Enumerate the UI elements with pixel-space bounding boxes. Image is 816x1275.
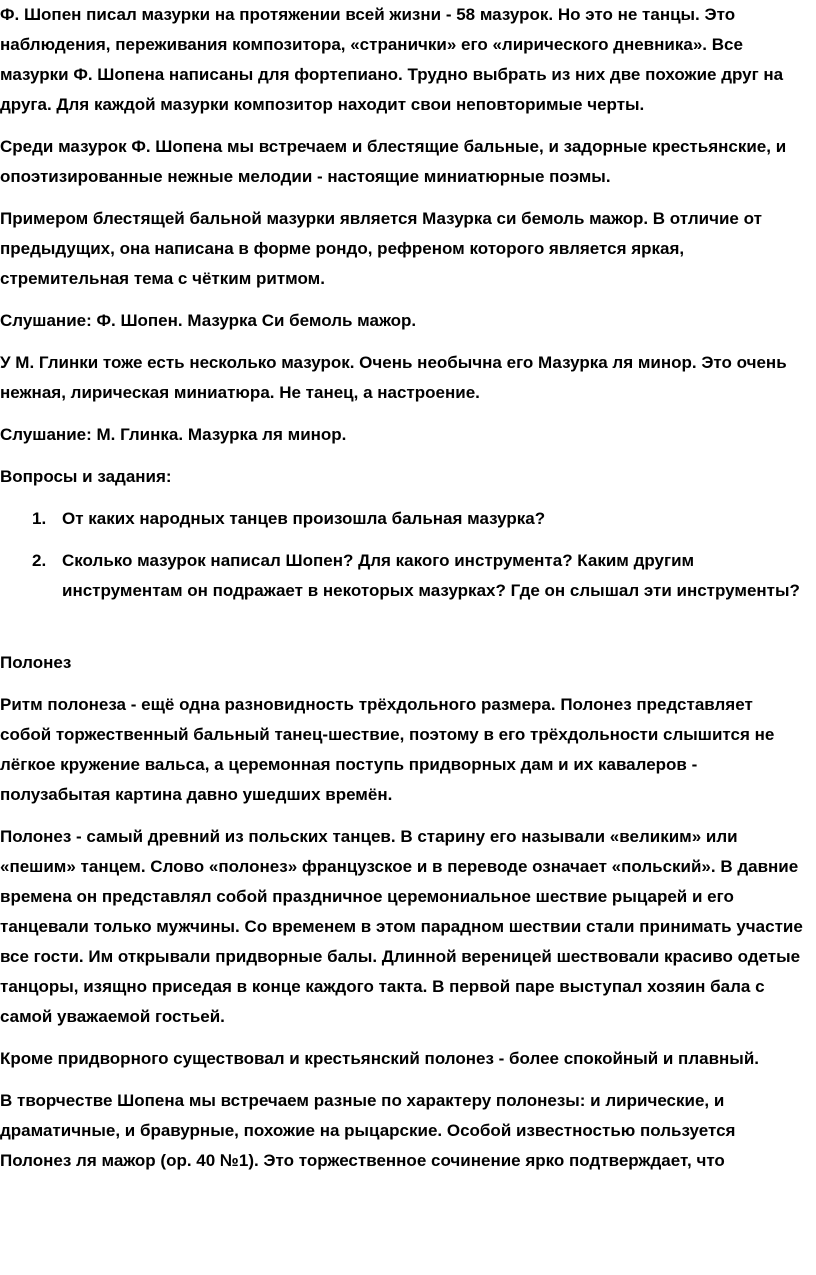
paragraph-glinka-mazurka: У М. Глинки тоже есть несколько мазурок. Очень необычна его Мазурка ля минор. Это очень нежная, лирическая миниатюра. Не танец, а настроение. [0, 353, 787, 402]
section-title-polonaise: Полонез [0, 653, 72, 672]
list-item-text: От каких народных танцев произошла бальная мазурка? [62, 509, 546, 528]
list-item-text: Сколько мазурок написал Шопен? Для какого инструмента? Каким другим инструментам он подражает в некоторых мазурках? Где он слышал эти инструменты? [62, 551, 800, 600]
questions-heading: Вопросы и задания: [0, 467, 172, 486]
questions-list [0, 504, 808, 606]
list-item [0, 504, 808, 534]
paragraph-chopin-polonaises: В творчестве Шопена мы встречаем разные по характеру полонезы: и лирические, и драматичные, и бравурные, похожие на рыцарские. Особой известностью пользуется Полонез ля мажор (ор. 40 №1). Это торжественное сочинение ярко подтверждает, что [0, 1091, 736, 1170]
paragraph-peasant-polonaise: Кроме придворного существовал и крестьянский полонез - более спокойный и плавный. [0, 1049, 759, 1068]
paragraph-polonaise-rhythm: Ритм полонеза - ещё одна разновидность трёхдольного размера. Полонез представляет собой торжественный бальный танец-шествие, поэтому в его трёхдольности слышится не лёгкое кружение вальса, а церемонная поступь придворных дам и их кавалеров - полузабытая картина давно ушедших времён. [0, 695, 775, 804]
spacer [0, 618, 808, 648]
list-item-number: 2. [32, 551, 47, 570]
paragraph-polonaise-history: Полонез - самый древний из польских танцев. В старину его называли «великим» или «пешим» танцем. Слово «полонез» французское и в переводе означает «польский». В давние времена он представлял собой праздничное церемониальное шествие рыцарей и его танцевали только мужчины. Со временем в этом парадном шествии стали принимать участие все гости. Им открывали придворные балы. Длинной вереницей шествовали красиво одетые танцоры, изящно приседая в конце каждого такта. В первой паре выступал хозяин бала с самой уважаемой гостьей. [0, 827, 803, 1026]
list-item-number: 1. [32, 509, 47, 528]
paragraph-chopin-mazurkas: Ф. Шопен писал мазурки на протяжении всей жизни - 58 мазурок. Но это не танцы. Это наблюдения, переживания композитора, «странички» его «лирического дневника». Все мазурки Ф. Шопена написаны для фортепиано. Трудно выбрать из них две похожие друг на друга. Для каждой мазурки композитор находит свои неповторимые черты. [0, 5, 784, 114]
paragraph-b-flat-mazurka: Примером блестящей бальной мазурки является Мазурка си бемоль мажор. В отличие от предыдущих, она написана в форме рондо, рефреном которого является яркая, стремительная тема с чётким ритмом. [0, 209, 762, 288]
paragraph-mazurka-types: Среди мазурок Ф. Шопена мы встречаем и блестящие бальные, и задорные крестьянские, и опоэтизированные нежные мелодии - настоящие миниатюрные поэмы. [0, 137, 787, 186]
list-item [0, 546, 808, 606]
listening-chopin: Слушание: Ф. Шопен. Мазурка Си бемоль мажор. [0, 311, 417, 330]
listening-glinka: Слушание: М. Глинка. Мазурка ля минор. [0, 425, 347, 444]
